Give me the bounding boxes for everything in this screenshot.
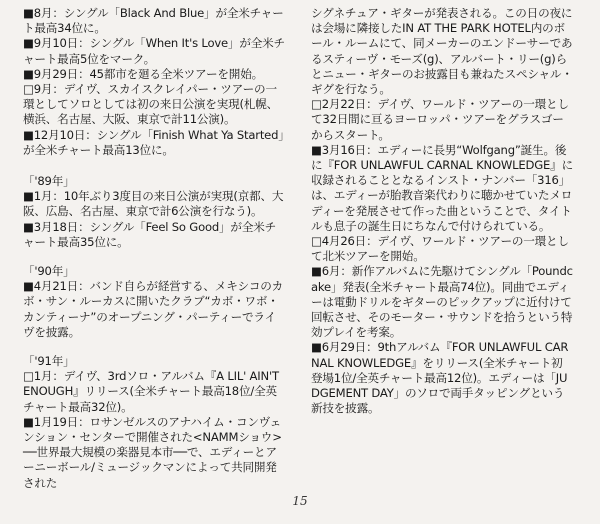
entry-1988-sep29: ■9月29日：45都市を廻る全米ツアーを開始。 [23,66,263,81]
entry-1989-mar18: ■3月18日：シングル「Feel So Good」が全米チャート最高35位に。 [23,219,277,249]
year-heading-89: 「'89年」 [23,174,75,189]
entry-1991-jan19-cont: シグネチュア・ギターが発表される。この日の夜には会場に隣接したIN AT THE PARK HOTEL内のボール・ルームにて、同メーカーのエンドーサーであるスティーヴ・モーズ(g)、アルバート・リー(g)らとニュー・ギターのお披露目も兼ねたスペシャル・ギグを行なう。 [311,6,573,97]
entry-1991-apr26: □4月26日：デイヴ、ワールド・ツアーの一環として北米ツアーを開始。 [311,234,569,264]
entry-1991-jan19: ■1月19日：ロサンゼルスのアナハイム・コンヴェンション・センターで開催された<NAMMショウ>──世界最大規模の楽器見本市──で、エディーとアーニーボール/ミュージックマンによって共同開発された [23,414,282,490]
left-column [23,6,285,491]
entry-1990-apr21: ■4月21日：バンド自らが経営する、メキシコのカボ・サン・ルーカスに開いたクラブ“カボ・ワボ・カンティーナ”のオープニング・パーティーでライヴを披露。 [23,279,284,339]
entry-1991-mar16: ■3月16日：エディーに長男“Wolfgang”誕生。後に『FOR UNLAWFUL CARNAL KNOWLEDGE』に収録されることとなるインスト・ナンバー「316」は、エディーが胎教音楽代わりに聴かせていたメロディーを発展させて作った曲ということで、タイトルも息子の誕生日にちなんで付けられている。 [311,142,573,233]
entry-1988-sep10: ■9月10日：シングル「When It's Love」が全米チャート最高5位をマーク。 [23,36,285,66]
right-column [311,6,573,416]
entry-1991-feb22: □2月22日：デイヴ、ワールド・ツアーの一環として32日間に亘るヨーロッパ・ツアーをグラスゴーからスタート。 [311,97,569,142]
entry-1991-jan-dave: □1月：デイヴ、3rdソロ・アルバム『A LIL' AIN'T ENOUGH』リリース(全米チャート最高18位/全英チャート最高32位)。 [23,369,279,414]
entry-1988-dec10: ■12月10日：シングル「Finish What Ya Started」が全米チャート最高13位に。 [23,127,284,157]
entry-1988-aug: ■8月：シングル「Black And Blue」が全米チャート最高34位に。 [23,6,284,36]
year-heading-90: 「'90年」 [23,264,75,279]
entry-1988-sep-dave: □9月：デイヴ、スカイスクレイパー・ツアーの一環としてソロとしては初の来日公演を実現(札幌、横浜、名古屋、大阪、東京で計11公演)。 [23,82,278,127]
entry-1991-jun: ■6月：新作アルバムに先駆けてシングル「Poundcake」発表(全米チャート最高74位)。同曲でエディーは電動ドリルをギターのピックアップに近付けて回転させ、そのモーター・サウンドを拾うという特効プレイを考案。 [311,264,573,340]
year-heading-91: 「'91年」 [23,354,75,369]
entry-1989-jan: ■1月：10年ぶり3度目の来日公演が実現(京都、大阪、広島、名古屋、東京で計6公演を行なう)。 [23,189,284,219]
entry-1991-jun29: ■6月29日：9thアルバム『FOR UNLAWFUL CARNAL KNOWLEDGE』をリリース(全米チャート初登場1位/全英チャート最高12位)。エディーは「JUDGEMENT DAY」のソロで両手タッピングという新技を披露。 [311,340,569,416]
page-number: 15 [292,494,308,508]
